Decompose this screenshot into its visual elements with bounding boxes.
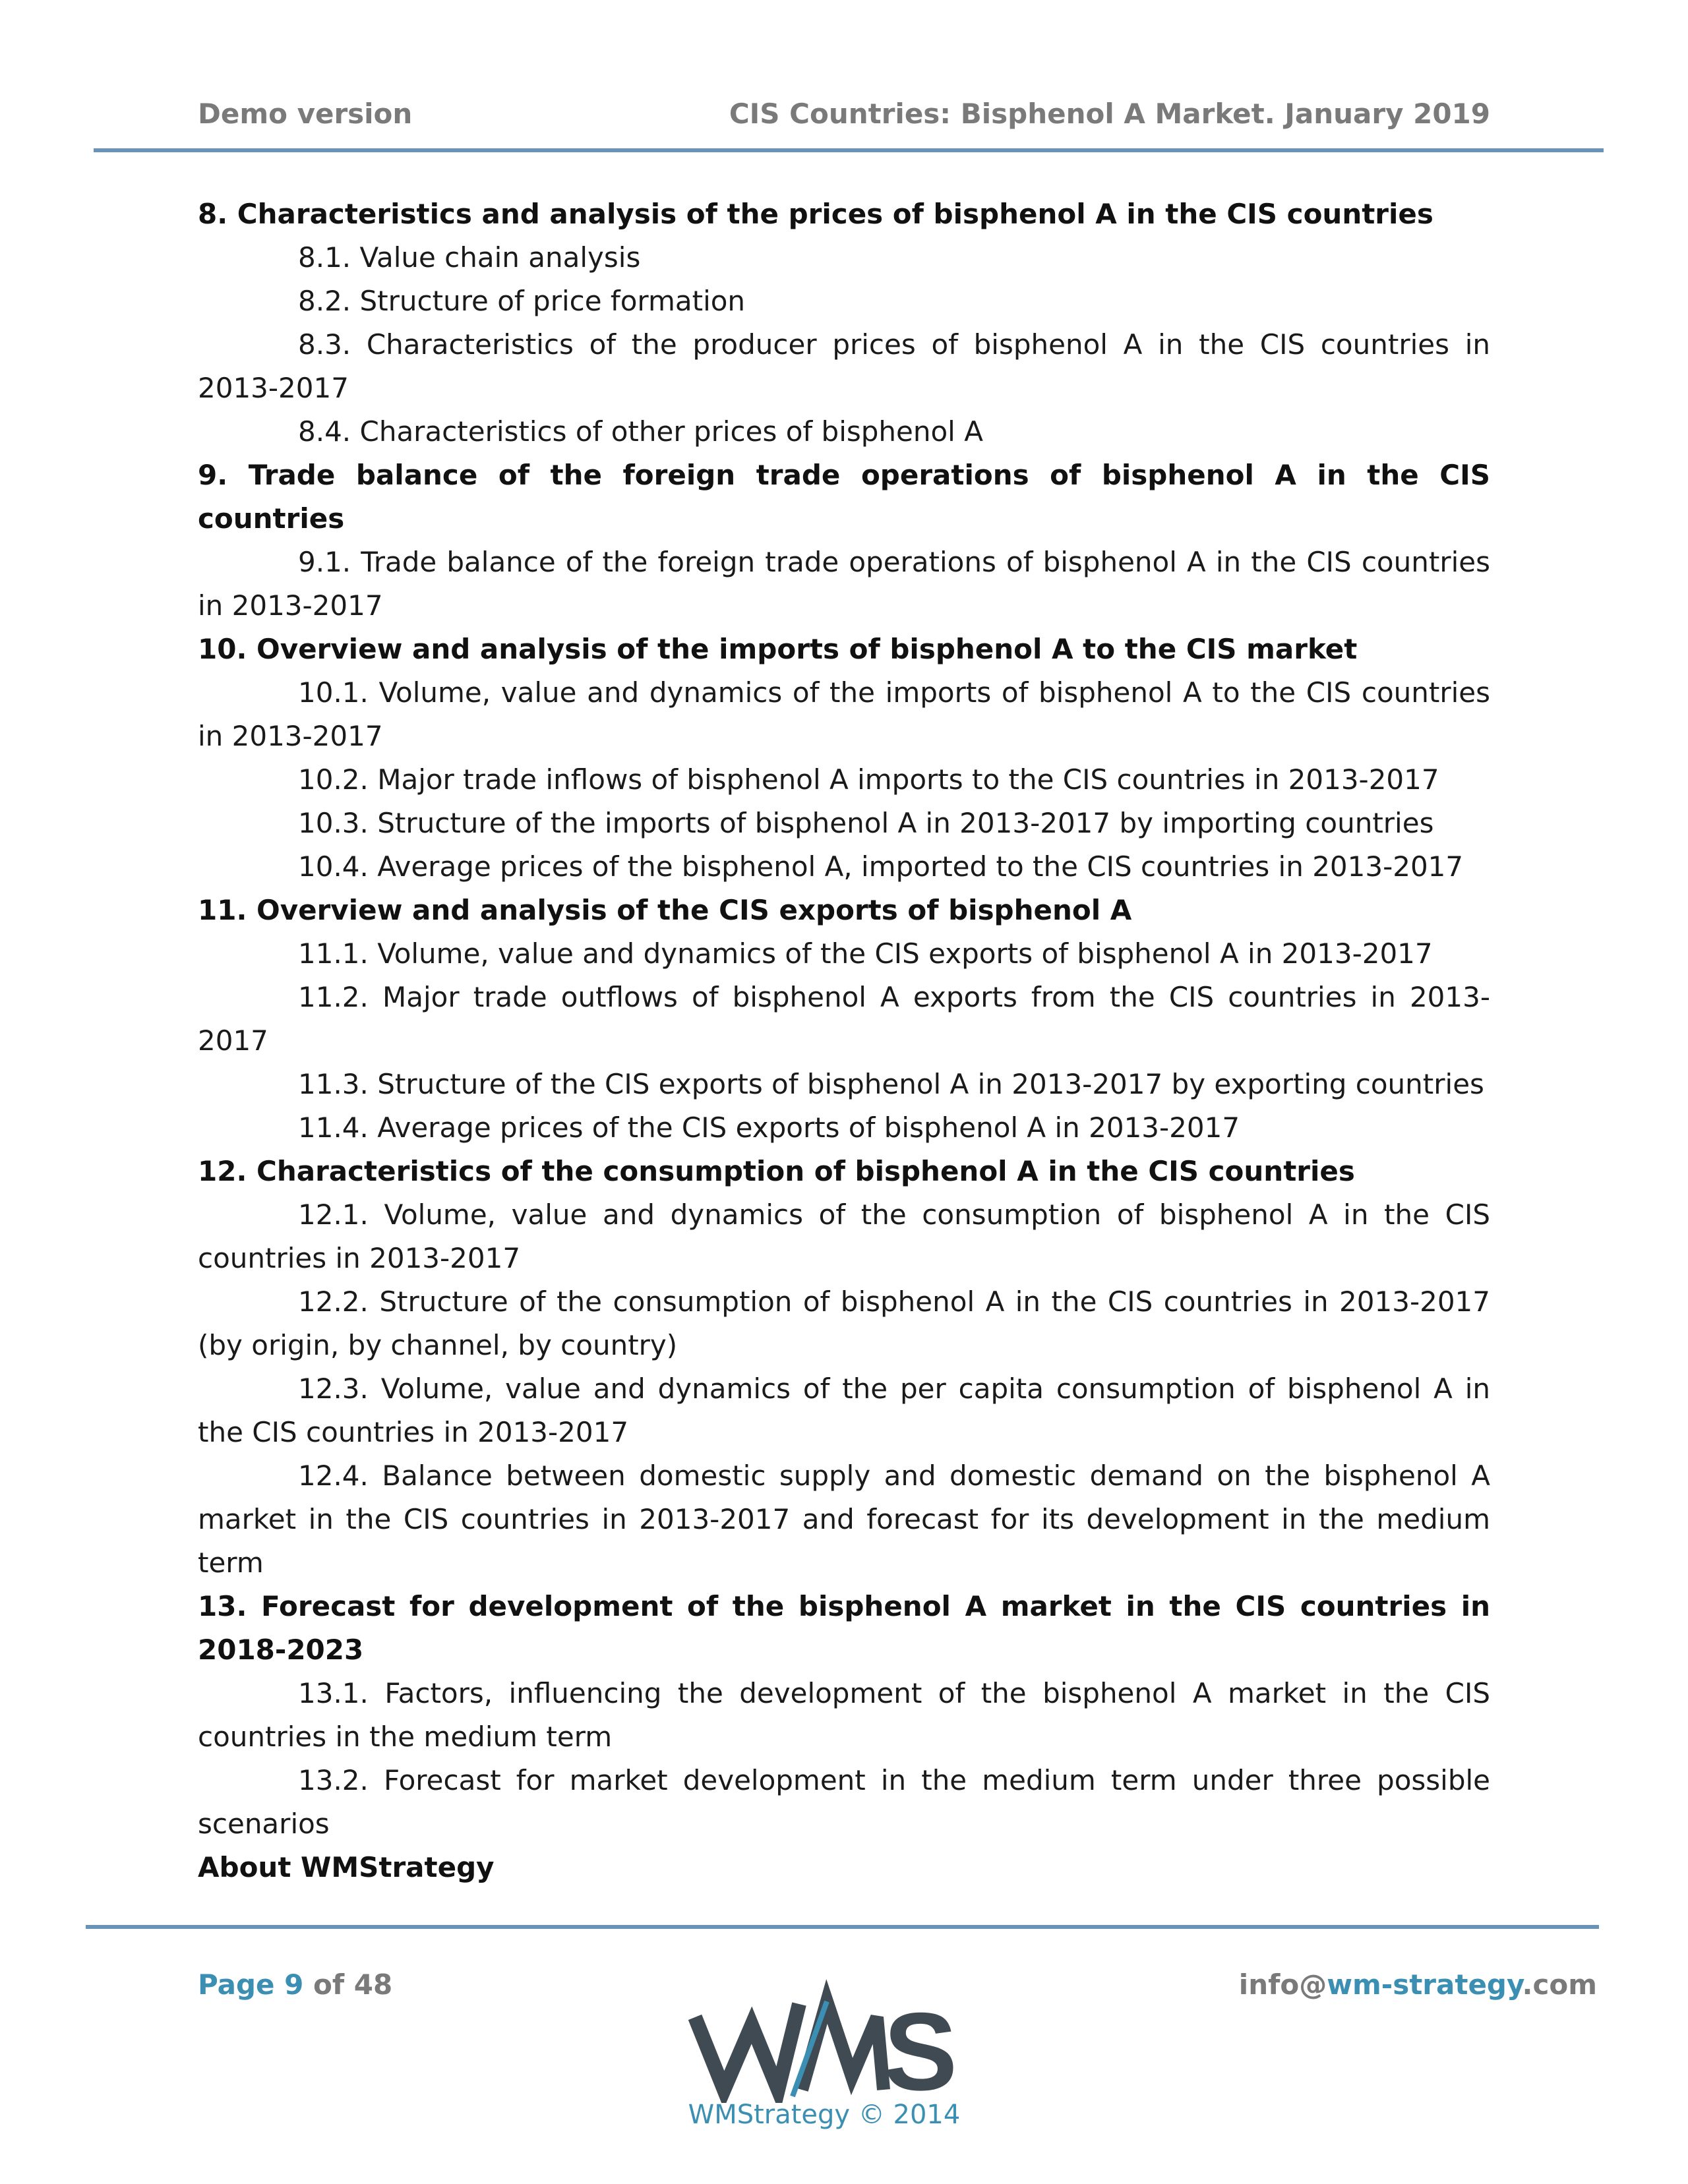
- email-domain: wm-strategy: [1327, 1968, 1522, 2001]
- toc-section-about[interactable]: About WMStrategy: [198, 1851, 495, 1883]
- email-suffix: .com: [1522, 1968, 1597, 2001]
- toc-item-10-1[interactable]: 10.1. Volume, value and dynamics of the imports of bisphenol A to the CIS countries in 2013-2017: [198, 676, 1490, 752]
- toc-item-10-4[interactable]: 10.4. Average prices of the bisphenol A, imported to the CIS countries in 2013-2017: [298, 850, 1464, 883]
- wms-logo-icon: [686, 1978, 963, 2103]
- toc-item-13-1[interactable]: 13.1. Factors, influencing the development of the bisphenol A market in the CIS countries in the medium term: [198, 1677, 1490, 1753]
- toc-item-8-3[interactable]: 8.3. Characteristics of the producer prices of bisphenol A in the CIS countries in 2013-2017: [198, 328, 1490, 404]
- header-divider: [94, 148, 1604, 152]
- toc-item-8-4[interactable]: 8.4. Characteristics of other prices of bisphenol A: [298, 415, 983, 448]
- toc-item-8-2[interactable]: 8.2. Structure of price formation: [298, 285, 746, 317]
- header-demo-label: Demo version: [198, 98, 413, 130]
- toc-item-10-3[interactable]: 10.3. Structure of the imports of bisphenol A in 2013-2017 by importing countries: [298, 807, 1434, 839]
- toc-section-8[interactable]: 8. Characteristics and analysis of the prices of bisphenol A in the CIS countries: [198, 198, 1433, 230]
- page-indicator: [198, 1968, 392, 2001]
- toc-item-13-2[interactable]: 13.2. Forecast for market development in the medium term under three possible scenarios: [198, 1764, 1490, 1840]
- toc-item-8-1[interactable]: 8.1. Value chain analysis: [298, 241, 641, 274]
- header-report-title: CIS Countries: Bisphenol A Market. January 2019: [729, 98, 1490, 130]
- toc-item-12-1[interactable]: 12.1. Volume, value and dynamics of the consumption of bisphenol A in the CIS countries in 2013-2017: [198, 1198, 1490, 1274]
- page-number: 9: [284, 1968, 304, 2001]
- page-total: of 48: [313, 1968, 393, 2001]
- toc-section-13[interactable]: 13. Forecast for development of the bisphenol A market in the CIS countries in 2018-2023: [198, 1590, 1490, 1666]
- toc-item-12-4[interactable]: 12.4. Balance between domestic supply and domestic demand on the bisphenol A market in the CIS countries in 2013-2017 and forecast for its development in the medium term: [198, 1460, 1490, 1579]
- copyright: WMStrategy © 2014: [688, 2100, 961, 2130]
- footer-divider: [86, 1925, 1599, 1929]
- toc-section-12[interactable]: 12. Characteristics of the consumption of bisphenol A in the CIS countries: [198, 1155, 1355, 1187]
- toc-item-12-3[interactable]: 12.3. Volume, value and dynamics of the per capita consumption of bisphenol A in the CIS countries in 2013-2017: [198, 1372, 1490, 1448]
- toc-item-12-2[interactable]: 12.2. Structure of the consumption of bisphenol A in the CIS countries in 2013-2017 (by origin, by channel, by country): [198, 1285, 1490, 1361]
- page-header: [198, 98, 1490, 137]
- toc-item-11-4[interactable]: 11.4. Average prices of the CIS exports of bisphenol A in 2013-2017: [298, 1111, 1240, 1144]
- toc-item-11-1[interactable]: 11.1. Volume, value and dynamics of the CIS exports of bisphenol A in 2013-2017: [298, 937, 1433, 970]
- toc-section-11[interactable]: 11. Overview and analysis of the CIS exports of bisphenol A: [198, 894, 1132, 926]
- email-prefix: info@: [1238, 1968, 1327, 2001]
- toc-section-9[interactable]: 9. Trade balance of the foreign trade operations of bisphenol A in the CIS countries: [198, 459, 1490, 535]
- toc-item-11-2[interactable]: 11.2. Major trade outflows of bisphenol A exports from the CIS countries in 2013-2017: [198, 981, 1490, 1057]
- toc-item-10-2[interactable]: 10.2. Major trade inflows of bisphenol A imports to the CIS countries in 2013-2017: [298, 763, 1439, 796]
- contact-email-link[interactable]: [1239, 1968, 1597, 2001]
- toc-item-11-3[interactable]: 11.3. Structure of the CIS exports of bisphenol A in 2013-2017 by exporting countries: [298, 1068, 1484, 1100]
- page-label: Page: [198, 1968, 275, 2001]
- toc-section-10[interactable]: 10. Overview and analysis of the imports of bisphenol A to the CIS market: [198, 633, 1358, 665]
- table-of-contents: [198, 192, 1490, 1889]
- svg-text:S: S: [884, 1990, 958, 2103]
- toc-item-9-1[interactable]: 9.1. Trade balance of the foreign trade operations of bisphenol A in the CIS countries in 2013-2017: [198, 546, 1490, 622]
